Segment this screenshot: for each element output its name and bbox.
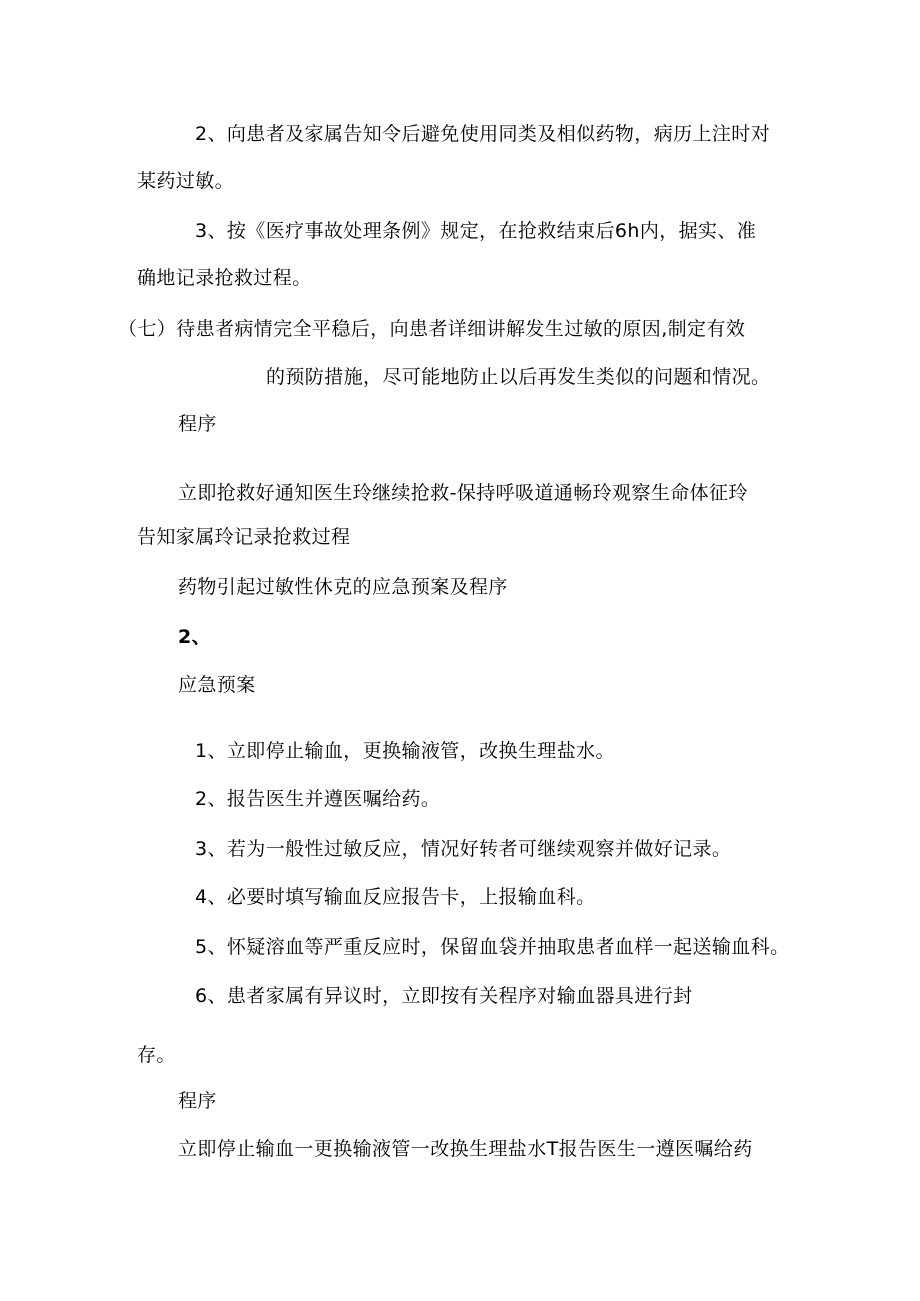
text-line-section-7: （七）待患者病情完全平稳后，向患者详细讲解发生过敏的原因,制定有效	[118, 318, 746, 340]
heading-procedure-1: 程序	[178, 413, 217, 435]
text-line-procedure-2: 立即停止输血一更换输液管一改换生理盐水T报告医生一遵医嘱给药	[178, 1138, 753, 1160]
text-line-item-2-cont: 某药过敏。	[137, 170, 235, 192]
section-number-2: 2、	[178, 626, 212, 648]
list-item-5: 5、怀疑溶血等严重反应时，保留血袋并抽取患者血样一起送输血科。	[195, 936, 790, 958]
list-item-2: 2、报告医生并遵医嘱给药。	[195, 788, 441, 810]
list-item-3: 3、若为一般性过敏反应，情况好转者可继续观察并做好记录。	[195, 838, 732, 860]
text-line-section-7-cont: 的预防措施，尽可能地防止以后再发生类似的问题和情况。	[266, 366, 771, 388]
text-line-procedure-1-cont: 告知家属玲记录抢救过程	[137, 526, 351, 548]
text-line-procedure-1: 立即抢救好通知医生玲继续抢救-保持呼吸道通畅玲观察生命体征玲	[178, 482, 748, 504]
text-line-item-2: 2、向患者及家属告知令后避免使用同类及相似药物，病历上注时对	[195, 123, 771, 145]
list-item-6: 6、患者家属有异议时，立即按有关程序对输血器具进行封	[195, 985, 693, 1007]
list-item-4: 4、必要时填写输血反应报告卡，上报输血科。	[195, 886, 596, 908]
text-line-item-3-cont: 确地记录抢救过程。	[137, 267, 312, 289]
heading-allergic-shock-plan: 药物引起过敏性休克的应急预案及程序	[178, 576, 508, 598]
heading-emergency-plan: 应急预案	[178, 674, 256, 696]
heading-procedure-2: 程序	[178, 1090, 217, 1112]
list-item-6-cont: 存。	[137, 1044, 176, 1066]
text-line-item-3: 3、按《医疗事故处理条例》规定，在抢救结束后6h内，据实、准	[195, 220, 757, 242]
list-item-1: 1、立即停止输血，更换输液管，改换生理盐水。	[195, 740, 615, 762]
